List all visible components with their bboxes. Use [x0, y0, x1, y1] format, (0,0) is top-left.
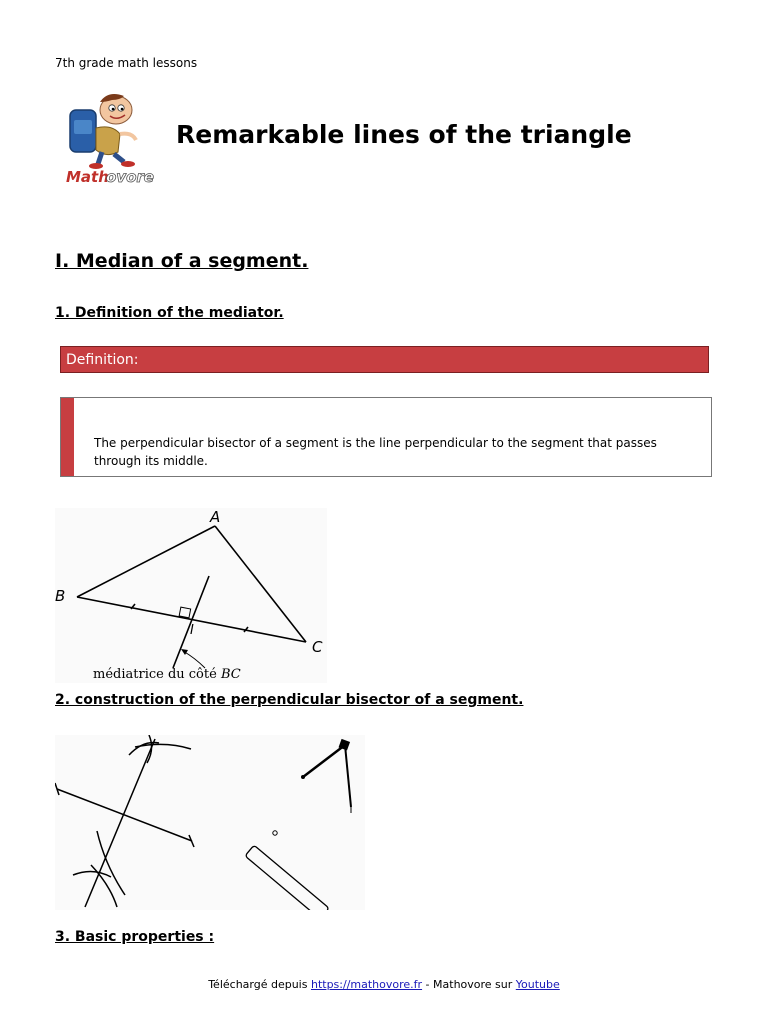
- mathovore-link[interactable]: https://mathovore.fr: [310, 978, 423, 991]
- subsection-heading-properties: 3. Basic properties :: [55, 929, 215, 945]
- section-heading: I. Median of a segment.: [55, 250, 309, 272]
- vertex-label-b: B: [55, 587, 66, 605]
- perpendicular-bisector-figure: [55, 508, 327, 683]
- vertex-label-c: C: [312, 638, 323, 656]
- mathovore-logo: [62, 88, 162, 188]
- definition-text: The perpendicular bisector of a segment is the line perpendicular to the segment that passes through its middle.: [94, 436, 657, 468]
- footer-prefix: Téléchargé depuis: [208, 978, 311, 991]
- definition-accent-stripe: [61, 398, 74, 476]
- footer-middle: - Mathovore sur: [422, 978, 516, 991]
- page-title: Remarkable lines of the triangle: [176, 120, 632, 149]
- construction-figure: [55, 735, 365, 910]
- vertex-label-a: A: [210, 508, 221, 526]
- footer: [0, 978, 768, 991]
- svg-text:ovore: ovore: [106, 168, 154, 186]
- definition-box: [60, 397, 712, 477]
- subsection-heading-construction: 2. construction of the perpendicular bisector of a segment.: [55, 692, 524, 708]
- svg-text:Math: Math: [66, 168, 109, 186]
- youtube-link[interactable]: Youtube: [515, 978, 560, 991]
- header-subject: 7th grade math lessons: [55, 56, 198, 70]
- subsection-heading-definition: 1. Definition of the mediator.: [55, 305, 284, 321]
- figure-caption: médiatrice du côté BC: [93, 667, 241, 682]
- definition-label-bar: Definition:: [60, 346, 709, 373]
- midpoint-label-i: I: [190, 623, 194, 638]
